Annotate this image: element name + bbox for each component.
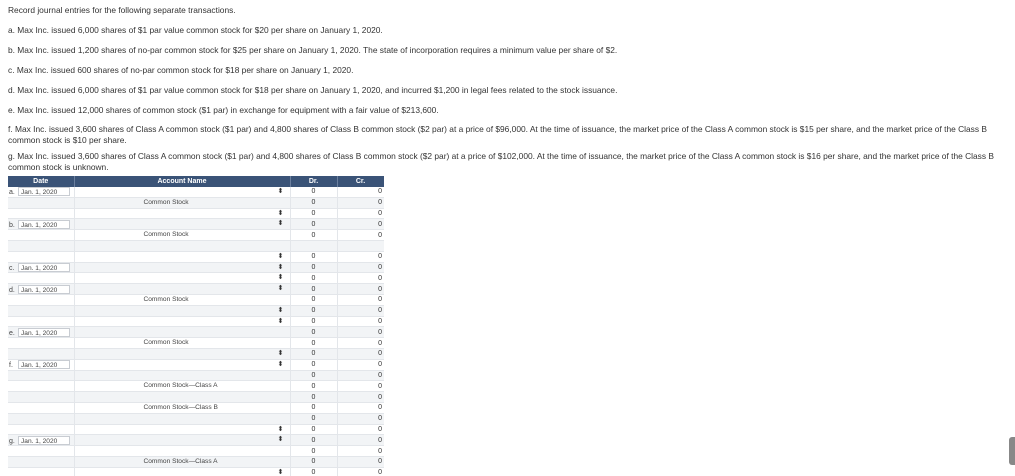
table-row [8,273,384,284]
table-row [8,467,384,476]
date-cell [8,294,74,305]
account-cell [74,327,290,338]
credit-cell[interactable]: 0 [337,392,384,403]
credit-cell[interactable]: 0 [337,370,384,381]
account-name: Common Stock [143,339,189,347]
debit-cell[interactable]: 0 [290,392,337,403]
table-row [8,424,384,435]
account-cell [74,413,290,424]
account-cell [74,230,290,241]
account-name: Common Stock [143,231,189,239]
debit-cell[interactable]: 0 [290,456,337,467]
account-name: Common Stock [143,295,189,303]
debit-cell[interactable]: 0 [290,467,337,476]
select-arrows-icon[interactable]: ⬍ [277,436,284,444]
debit-cell[interactable]: 0 [290,381,337,392]
credit-cell[interactable]: 0 [337,284,384,295]
table-row [8,208,384,219]
entry-label: a. [9,189,15,197]
account-cell [74,446,290,457]
credit-cell[interactable]: 0 [337,208,384,219]
problem-statement [8,4,1008,172]
select-arrows-icon[interactable]: ⬍ [277,252,284,260]
account-cell[interactable] [74,284,290,295]
table-row [8,262,384,273]
debit-cell[interactable]: 0 [290,294,337,305]
debit-cell[interactable]: 0 [290,338,337,349]
account-cell [74,338,290,349]
credit-cell[interactable]: 0 [337,219,384,230]
select-arrows-icon[interactable]: ⬍ [277,306,284,314]
credit-cell[interactable]: 0 [337,187,384,197]
debit-cell[interactable]: 0 [290,359,337,370]
table-row [8,392,384,403]
table-row [8,327,384,338]
date-cell [8,348,74,359]
account-cell[interactable] [74,262,290,273]
header-account: Account Name [74,176,290,187]
problem-a: a. Max Inc. issued 6,000 shares of $1 par value common stock for $20 per share on January 1, 2020. [8,25,383,35]
date-cell [8,251,74,262]
account-cell[interactable] [74,359,290,370]
date-field[interactable]: Jan. 1, 2020 [18,187,70,196]
date-field[interactable]: Jan. 1, 2020 [18,285,70,294]
account-cell[interactable] [74,316,290,327]
table-row [8,284,384,295]
table-row [8,305,384,316]
account-name: Common Stock—Class B [143,403,218,411]
account-name: Common Stock—Class A [143,382,218,390]
table-row [8,413,384,424]
table-row [8,230,384,241]
debit-cell[interactable]: 0 [290,348,337,359]
date-cell [8,327,74,338]
select-arrows-icon[interactable]: ⬍ [277,274,284,282]
debit-cell[interactable]: 0 [290,208,337,219]
select-arrows-icon[interactable]: ⬍ [277,317,284,325]
account-cell[interactable] [74,435,290,446]
credit-cell[interactable]: 0 [337,359,384,370]
credit-cell[interactable]: 0 [337,262,384,273]
credit-cell[interactable]: 0 [337,305,384,316]
select-arrows-icon[interactable]: ⬍ [277,425,284,433]
debit-cell[interactable]: 0 [290,370,337,381]
account-cell [74,456,290,467]
credit-cell[interactable]: 0 [337,467,384,476]
account-cell[interactable] [74,305,290,316]
credit-cell[interactable]: 0 [337,197,384,208]
account-cell [74,370,290,381]
entry-label: g. [9,437,15,445]
credit-cell[interactable]: 0 [337,251,384,262]
date-cell [8,359,74,370]
problem-g: g. Max Inc. issued 3,600 shares of Class A common stock ($1 par) and 4,800 shares of Class B common stock ($2 par) at a price of $102,000. At the time of issuance, the market price of the Class A common stock is $16 per share, and the market price of the Class B common stock is unknown. [8,151,994,172]
date-cell [8,467,74,476]
account-cell[interactable] [74,219,290,230]
credit-cell[interactable]: 0 [337,424,384,435]
date-field[interactable]: Jan. 1, 2020 [18,436,70,445]
instructions: Record journal entries for the following separate transactions. [8,5,236,15]
date-cell [8,435,74,446]
entry-label: b. [9,221,15,229]
header-date: Date [8,176,74,187]
table-row [8,370,384,381]
debit-cell[interactable]: 0 [290,262,337,273]
account-cell[interactable] [74,187,290,197]
select-arrows-icon[interactable]: ⬍ [277,209,284,217]
credit-cell[interactable]: 0 [337,316,384,327]
debit-cell[interactable]: 0 [290,305,337,316]
problem-d: d. Max Inc. issued 6,000 shares of $1 par value common stock for $18 per share on January 1, 2020, and incurred $1,200 in legal fees related to the stock issuance. [8,85,618,95]
select-arrows-icon[interactable]: ⬍ [277,285,284,293]
table-row [8,219,384,230]
account-cell [74,392,290,403]
date-field[interactable]: Jan. 1, 2020 [18,263,70,272]
entry-label: c. [9,264,15,272]
journal-table-container [8,176,384,476]
credit-cell[interactable]: 0 [337,273,384,284]
table-row [8,197,384,208]
date-cell [8,219,74,230]
table-row [8,251,384,262]
date-cell [8,381,74,392]
entry-label: e. [9,329,15,337]
journal-entry-table [8,176,384,476]
date-cell [8,316,74,327]
debit-cell[interactable]: 0 [290,187,337,197]
entry-label: d. [9,286,15,294]
credit-cell[interactable]: 0 [337,294,384,305]
problem-f: f. Max Inc. issued 3,600 shares of Class A common stock ($1 par) and 4,800 shares of Class B common stock ($2 par) at a price of $96,000. At the time of issuance, the market price of the Class A common stock is $15 per share, and the market price of the Class B common stock is $10 per share. [8,124,987,145]
credit-cell[interactable] [337,240,384,251]
select-arrows-icon[interactable]: ⬍ [277,220,284,228]
date-cell [8,240,74,251]
date-cell [8,208,74,219]
debit-cell[interactable]: 0 [290,219,337,230]
debit-cell[interactable]: 0 [290,251,337,262]
journal-body [8,187,384,476]
debit-cell[interactable]: 0 [290,273,337,284]
date-cell [8,197,74,208]
account-cell[interactable] [74,467,290,476]
select-arrows-icon[interactable]: ⬍ [277,468,284,476]
table-row [8,338,384,349]
account-cell [74,197,290,208]
date-cell [8,273,74,284]
credit-cell[interactable]: 0 [337,456,384,467]
date-field[interactable]: Jan. 1, 2020 [18,328,70,337]
date-cell [8,230,74,241]
table-row [8,359,384,370]
credit-cell[interactable]: 0 [337,446,384,457]
account-cell [74,240,290,251]
debit-cell[interactable]: 0 [290,197,337,208]
table-row [8,456,384,467]
select-arrows-icon[interactable]: ⬍ [277,349,284,357]
problem-c: c. Max Inc. issued 600 shares of no-par common stock for $18 per share on January 1, 2020. [8,65,354,75]
account-cell[interactable] [74,424,290,435]
debit-cell[interactable]: 0 [290,327,337,338]
date-field[interactable]: Jan. 1, 2020 [18,360,70,369]
account-cell[interactable] [74,251,290,262]
date-field[interactable]: Jan. 1, 2020 [18,220,70,229]
table-row [8,446,384,457]
debit-cell[interactable]: 0 [290,316,337,327]
debit-cell[interactable]: 0 [290,284,337,295]
select-arrows-icon[interactable]: ⬍ [277,360,284,368]
table-row [8,240,384,251]
credit-cell[interactable]: 0 [337,402,384,413]
date-cell [8,262,74,273]
table-row [8,402,384,413]
table-header-row [8,176,384,187]
account-cell [74,402,290,413]
credit-cell[interactable]: 0 [337,348,384,359]
account-cell[interactable] [74,273,290,284]
header-cr: Cr. [337,176,384,187]
problem-b: b. Max Inc. issued 1,200 shares of no-par common stock for $25 per share on January 1, 2020. The state of incorporation requires a minimum value per share of $2. [8,45,618,55]
debit-cell[interactable] [290,240,337,251]
debit-cell[interactable]: 0 [290,230,337,241]
account-cell[interactable] [74,348,290,359]
debit-cell[interactable]: 0 [290,446,337,457]
credit-cell[interactable]: 0 [337,413,384,424]
credit-cell[interactable]: 0 [337,381,384,392]
account-name: Common Stock [143,198,189,206]
table-row [8,294,384,305]
account-name: Common Stock—Class A [143,457,218,465]
table-row [8,435,384,446]
date-cell [8,392,74,403]
debit-cell[interactable]: 0 [290,413,337,424]
debit-cell[interactable]: 0 [290,435,337,446]
account-cell[interactable] [74,208,290,219]
account-cell [74,294,290,305]
debit-cell[interactable]: 0 [290,402,337,413]
select-arrows-icon[interactable]: ⬍ [277,188,284,195]
table-row [8,187,384,197]
date-cell [8,187,74,197]
debit-cell[interactable]: 0 [290,424,337,435]
account-cell [74,381,290,392]
credit-cell[interactable]: 0 [337,435,384,446]
date-cell [8,456,74,467]
problem-e: e. Max Inc. issued 12,000 shares of common stock ($1 par) in exchange for equipment with a fair value of $213,600. [8,105,439,115]
header-dr: Dr. [290,176,337,187]
table-row [8,316,384,327]
entry-label: f. [9,362,13,370]
date-cell [8,424,74,435]
date-cell [8,446,74,457]
table-row [8,348,384,359]
credit-cell[interactable]: 0 [337,230,384,241]
credit-cell[interactable]: 0 [337,338,384,349]
date-cell [8,284,74,295]
table-row [8,381,384,392]
credit-cell[interactable]: 0 [337,327,384,338]
scrollbar-thumb[interactable] [1009,437,1015,465]
date-cell [8,305,74,316]
date-cell [8,370,74,381]
date-cell [8,402,74,413]
date-cell [8,338,74,349]
date-cell [8,413,74,424]
select-arrows-icon[interactable]: ⬍ [277,263,284,271]
